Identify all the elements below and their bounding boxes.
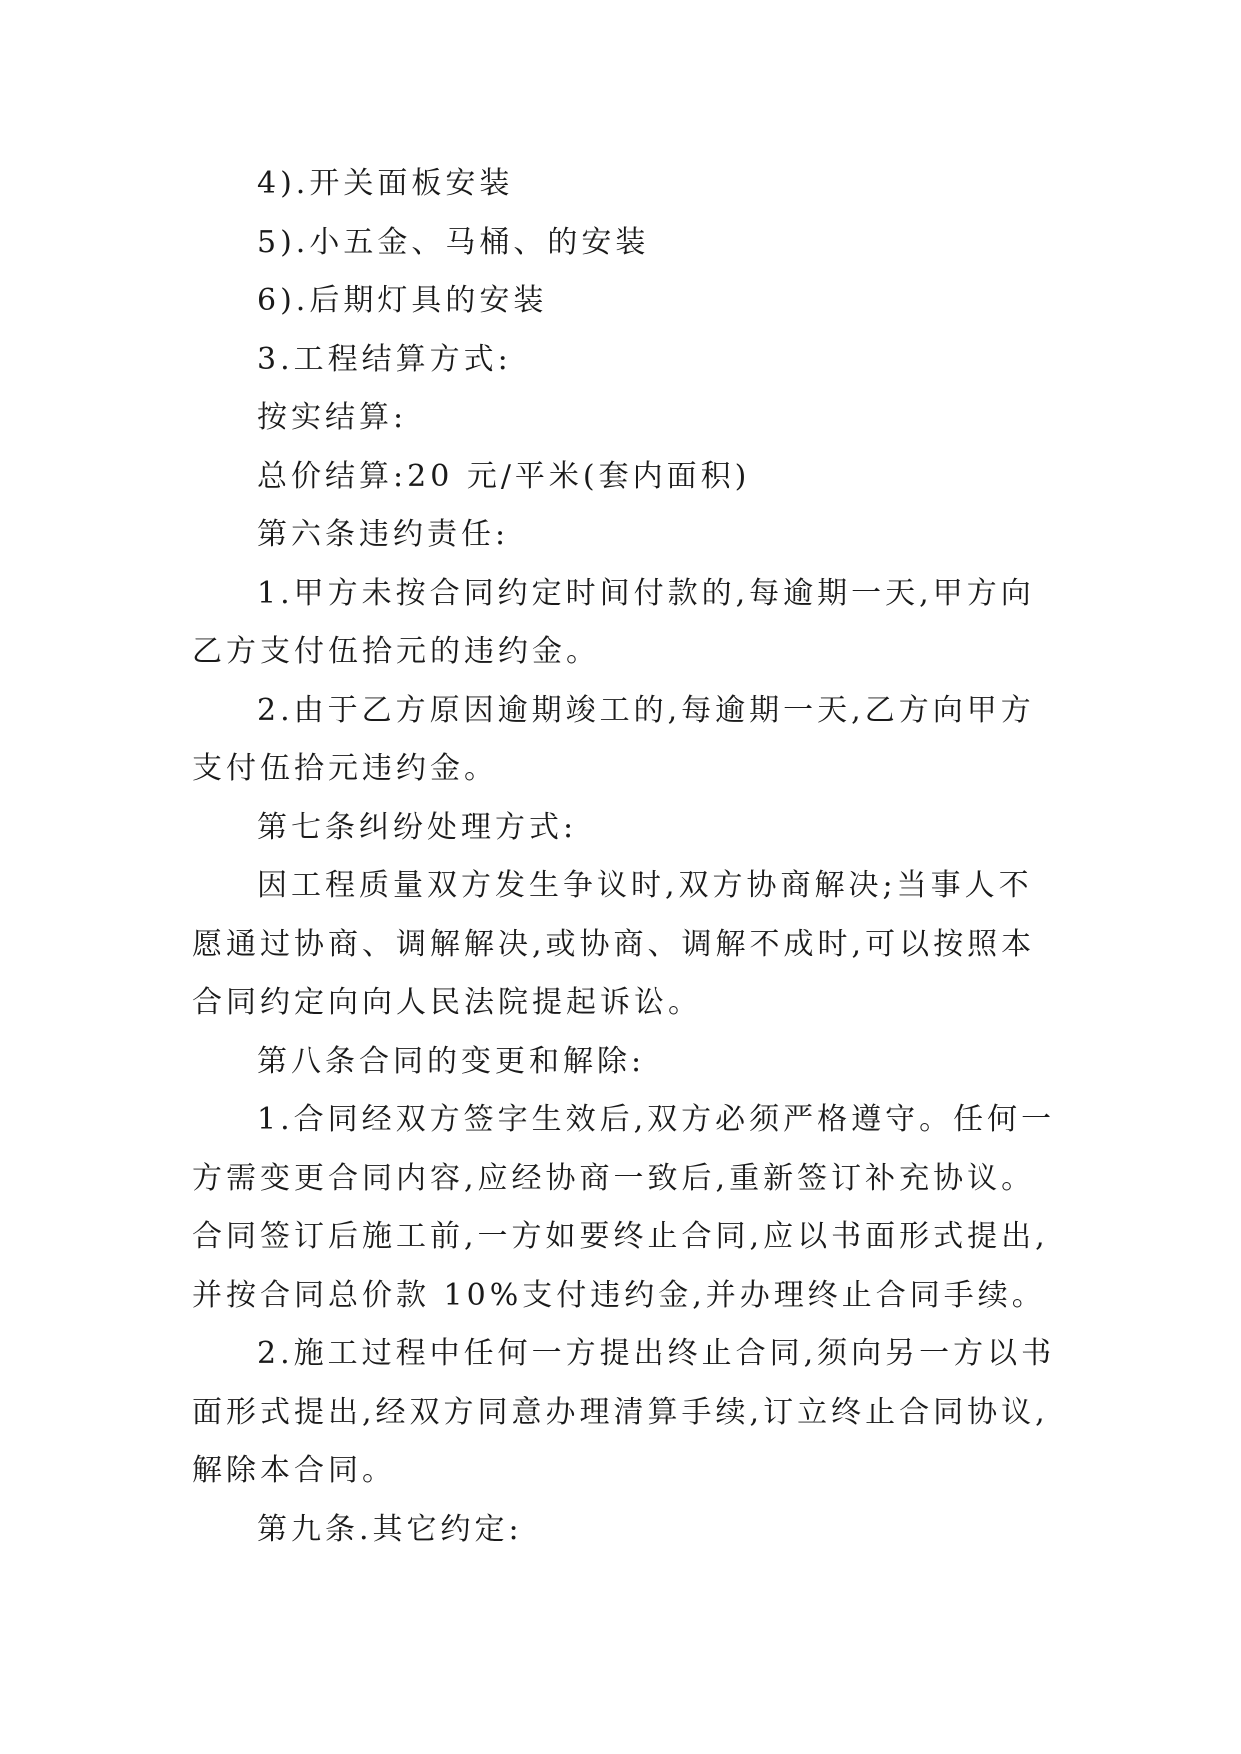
text-line: 合同约定向向人民法院提起诉讼。 <box>192 985 702 1020</box>
text-line: 按实结算: <box>257 400 408 435</box>
document-body <box>192 155 1072 1559</box>
text-line: 1.合同经双方签字生效后,双方必须严格遵守。任何一 <box>257 1102 1056 1137</box>
text-line: 4).开关面板安装 <box>257 166 514 201</box>
text-line: 并按合同总价款 10%支付违约金,并办理终止合同手续。 <box>192 1277 1046 1313</box>
text-line: 2.施工过程中任何一方提出终止合同,须向另一方以书 <box>257 1336 1056 1371</box>
section-heading: 第九条.其它约定: <box>257 1511 523 1547</box>
section-heading: 第八条合同的变更和解除: <box>257 1043 646 1079</box>
text-line: 方需变更合同内容,应经协商一致后,重新签订补充协议。 <box>192 1160 1036 1196</box>
text-line: 因工程质量双方发生争议时,双方协商解决;当事人不 <box>257 868 1033 903</box>
text-line: 支付伍拾元违约金。 <box>192 751 498 786</box>
text-line: 解除本合同。 <box>192 1453 396 1488</box>
text-line: 合同签订后施工前,一方如要终止合同,应以书面形式提出, <box>192 1219 1049 1254</box>
text-line: 总价结算:20 元/平米(套内面积) <box>257 458 751 494</box>
section-heading: 第七条纠纷处理方式: <box>257 809 578 845</box>
text-line: 3.工程结算方式: <box>257 341 512 377</box>
text-line: 1.甲方未按合同约定时间付款的,每逾期一天,甲方向 <box>257 575 1035 611</box>
text-line: 面形式提出,经双方同意办理清算手续,订立终止合同协议, <box>192 1394 1049 1430</box>
text-line: 6).后期灯具的安装 <box>257 283 548 318</box>
section-heading: 第六条违约责任: <box>257 517 510 552</box>
text-line: 乙方支付伍拾元的违约金。 <box>192 634 600 669</box>
text-line: 愿通过协商、调解解决,或协商、调解不成时,可以按照本 <box>192 926 1036 962</box>
text-line: 2.由于乙方原因逾期竣工的,每逾期一天,乙方向甲方 <box>257 692 1035 728</box>
text-line: 5).小五金、马桶、的安装 <box>257 224 650 260</box>
